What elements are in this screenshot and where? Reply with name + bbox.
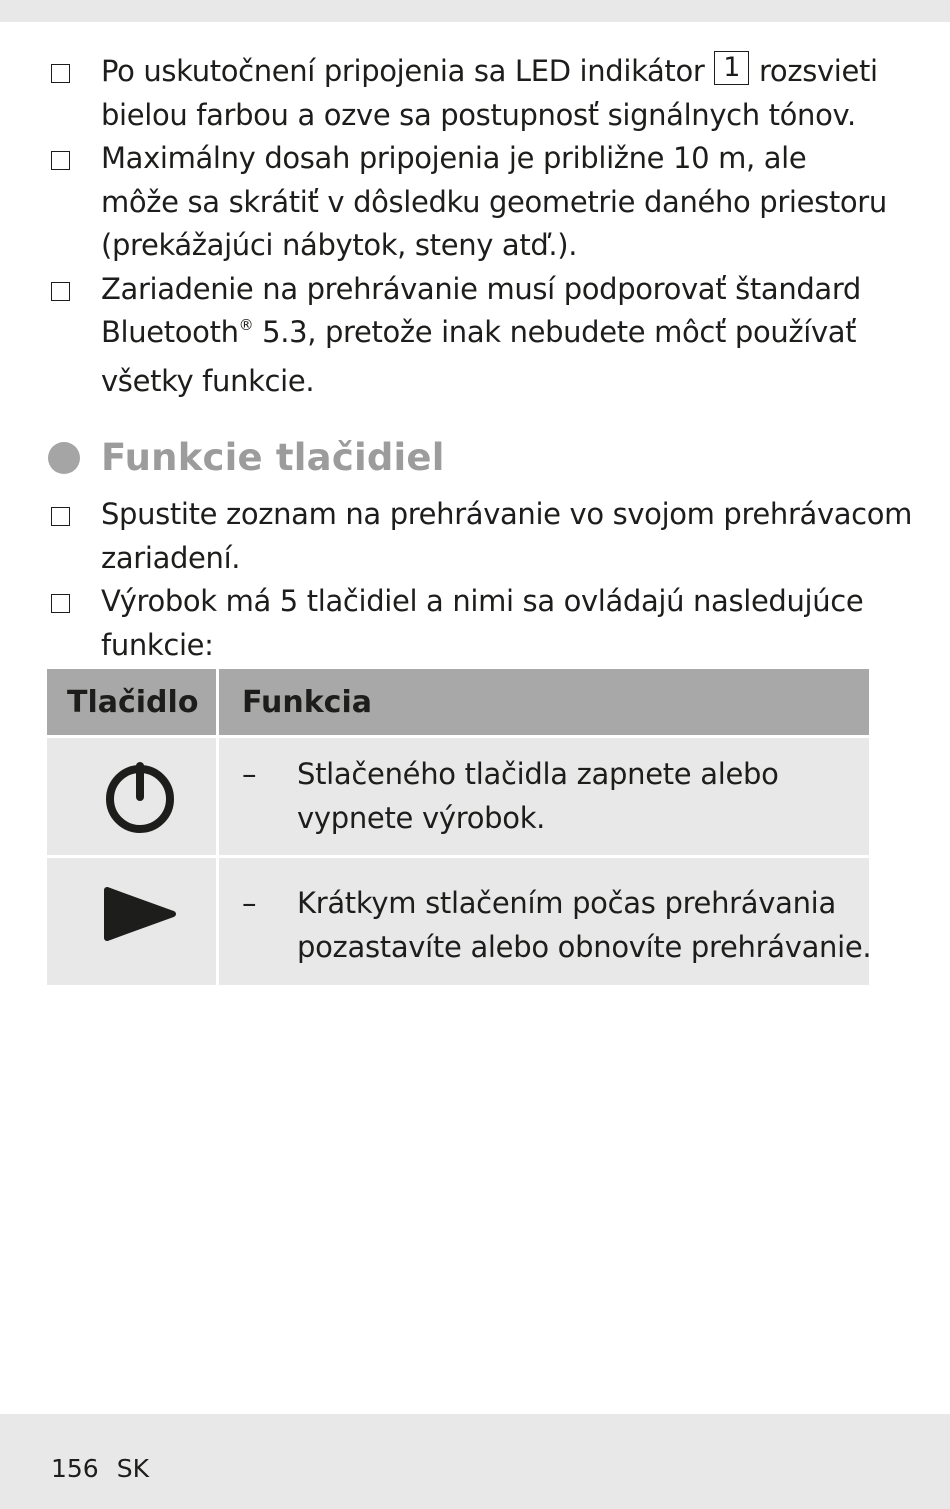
table-cell-function [297,753,779,840]
bullet-text: Maximálny dosah pripojenia je približne 10 m, ale [101,141,807,175]
top-band [0,0,950,22]
checkbox-bullet-icon [51,507,70,526]
list-item [0,137,950,268]
table-header [47,669,869,735]
page-footer [51,1452,149,1486]
function-text: vypnete výrobok. [297,800,546,835]
section-title: Funkcie tlačidiel [101,436,445,479]
button-functions-table [47,669,872,985]
dash-marker: – [242,886,257,920]
table-row [47,855,872,985]
registered-mark: ® [238,316,254,334]
bullet-text: Spustite zoznam na prehrávanie vo svojom prehrávacom [101,497,913,531]
dash-marker: – [242,757,257,791]
checkbox-bullet-icon [51,594,70,613]
table-cell-icon [47,738,219,855]
section-bullet-list [0,493,950,667]
indicator-number-box: 1 [714,51,749,85]
table-cell-icon [47,858,219,985]
language-code: SK [116,1454,149,1483]
header-label-button: Tlačidlo [67,685,199,720]
bullet-text: Bluetooth [101,315,239,349]
checkbox-bullet-icon [51,64,70,83]
bullet-text: Po uskutočnení pripojenia sa LED indikátor [101,54,705,88]
bullet-text: rozsvieti [759,54,878,88]
list-item [0,268,950,404]
bullet-text: zariadení. [101,540,241,575]
checkbox-bullet-icon [51,151,70,170]
circle-bullet-icon [48,442,80,474]
list-item [0,50,950,137]
function-text: pozastavíte alebo obnovíte prehrávanie. [297,929,872,964]
bullet-text: môže sa skrátiť v dôsledku geometrie daného priestoru [101,184,887,219]
bullet-text: 5.3, pretože inak nebudete môcť používať [253,315,857,349]
power-icon [99,756,181,838]
bullet-text: všetky funkcie. [101,363,315,398]
section-heading [0,430,950,486]
header-cell-button [47,669,219,735]
list-item [0,580,950,667]
table-cell-function [297,882,871,969]
table-row [47,735,869,855]
checkbox-bullet-icon [51,282,70,301]
function-text: Krátkym stlačením počas prehrávania [297,886,836,920]
bullet-text: funkcie: [101,627,214,662]
bullet-text: Zariadenie na prehrávanie musí podporovať štandard [101,271,861,306]
list-item [0,493,950,580]
bullet-text: (prekážajúci nábytok, steny atď.). [101,228,578,262]
bullet-text: Výrobok má 5 tlačidiel a nimi sa ovládajú nasledujúce [101,584,864,618]
page-number: 156 [51,1454,99,1483]
function-text: Stlačeného tlačidla zapnete alebo [297,757,779,791]
play-icon [99,882,181,964]
intro-bullet-list [0,50,950,403]
bullet-text: bielou farbou a ozve sa postupnosť signálnych tónov. [101,97,856,132]
header-label-function: Funkcia [242,685,372,720]
